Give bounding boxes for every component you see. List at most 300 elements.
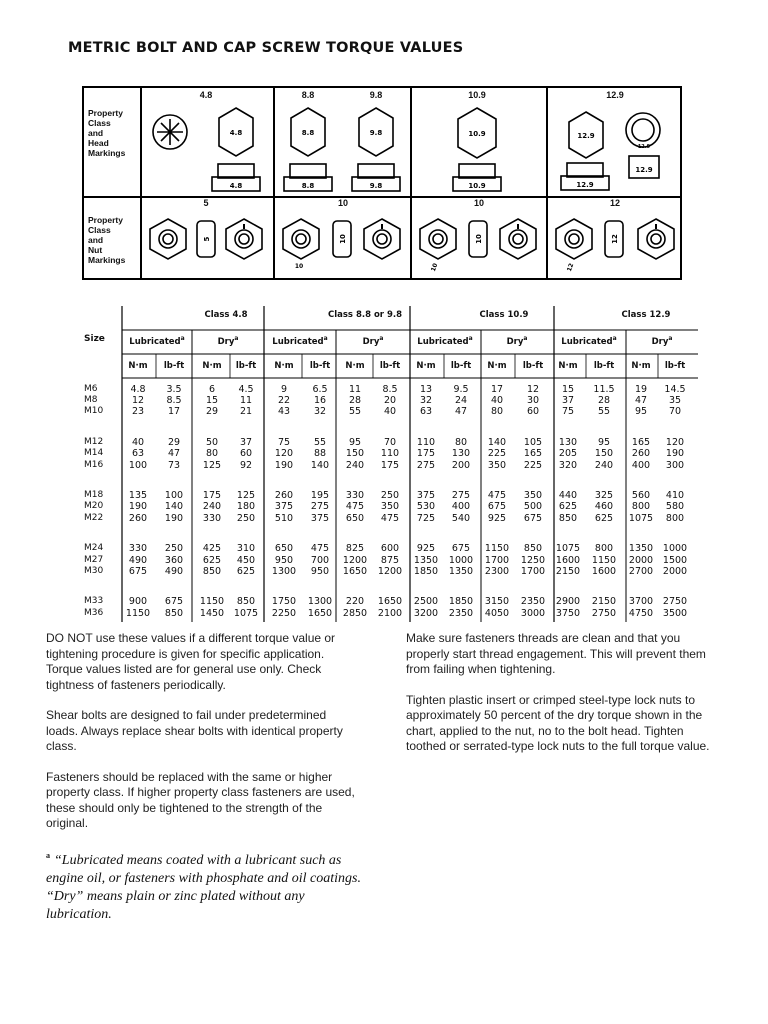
torque-value: 3500 [662, 607, 688, 619]
markings-drawing [84, 88, 684, 282]
dry-header: Dry$^a$ [651, 335, 673, 347]
page-title: METRIC BOLT AND CAP SCREW TORQUE VALUES [68, 40, 464, 56]
nut-mark-text: 10 [429, 262, 440, 273]
right-notes [406, 631, 724, 770]
head-class-label: 9.8 [369, 90, 383, 100]
torque-value: 3700 [628, 596, 654, 608]
size-label: M36 [84, 607, 104, 618]
head-class-label: 8.8 [301, 90, 315, 100]
torque-value: 1300 [307, 596, 333, 608]
torque-value: 1850 [448, 596, 474, 608]
head-mark-text: 8.8 [301, 182, 315, 190]
torque-value: 2350 [520, 596, 546, 608]
head-mark-text: 10.9 [468, 182, 486, 190]
torque-value: 1850 [413, 565, 439, 577]
size-label: M14 [84, 448, 104, 459]
torque-value: 8.5 [166, 395, 182, 407]
unit-header: lb-ft [309, 361, 331, 371]
torque-value: 3750 [555, 607, 581, 619]
footnote-mark: a [323, 335, 328, 342]
nut-face-icon [150, 219, 186, 259]
footnote-mark: a [468, 335, 473, 342]
class-header: Class 12.9 [621, 310, 671, 320]
torque-value: 1650 [307, 607, 333, 619]
footnote-mark: a [234, 335, 239, 342]
torque-value: 9 [280, 384, 288, 395]
head-class-label: 12.9 [606, 90, 624, 100]
torque-value: 275 [451, 490, 471, 502]
torque-value: 850 [202, 565, 222, 577]
note-paragraph: Shear bolts are designed to fail under predetermined loads. Always replace shear bolts with identical property class. [46, 708, 343, 753]
torque-value: 63 [419, 406, 433, 418]
torque-value: 675 [128, 565, 148, 577]
footnote-mark: a [523, 335, 528, 342]
torque-value: 3150 [484, 596, 510, 608]
torque-value: 2000 [628, 554, 654, 566]
torque-value: 1150 [591, 554, 617, 566]
note-paragraph: Fasteners should be replaced with the same or higher property class. If higher property class fasteners are used, these should only be tightened to the strength of the original. [46, 769, 355, 830]
dry-header: Dry$^a$ [506, 335, 528, 347]
torque-value: 300 [665, 459, 685, 471]
torque-value: 73 [167, 459, 181, 471]
torque-value: 92 [239, 459, 253, 471]
size-label: M10 [84, 406, 104, 417]
torque-value: 400 [451, 501, 471, 513]
torque-value: 47 [454, 406, 468, 418]
torque-value: 850 [164, 607, 184, 619]
torque-value: 850 [558, 512, 578, 524]
torque-value: 120 [274, 448, 294, 460]
size-label: M22 [84, 512, 104, 523]
torque-value: 190 [128, 501, 148, 513]
bolt-side-icon [218, 164, 254, 178]
torque-value: 35 [668, 395, 682, 407]
torque-value: 3.5 [166, 384, 182, 395]
torque-value: 490 [128, 554, 148, 566]
torque-value: 2000 [662, 565, 688, 577]
size-label: M24 [84, 543, 104, 554]
torque-value: 4750 [628, 607, 654, 619]
size-label: M8 [84, 395, 98, 406]
torque-value: 260 [274, 490, 294, 502]
torque-value: 1650 [377, 596, 403, 608]
torque-value: 1150 [199, 596, 225, 608]
unit-header: N·m [345, 361, 365, 371]
torque-value: 3000 [520, 607, 546, 619]
torque-value: 825 [345, 543, 365, 555]
torque-value: 250 [164, 543, 184, 555]
torque-value: 17 [490, 384, 504, 395]
torque-value: 11.5 [593, 384, 615, 395]
lubricated-header: Lubricated$^a$ [272, 335, 328, 347]
torque-value: 130 [451, 448, 471, 460]
torque-value: 16 [313, 395, 327, 407]
lubricated-header: Lubricated$^a$ [417, 335, 473, 347]
torque-value: 220 [345, 596, 365, 608]
footnote [46, 847, 361, 924]
torque-value: 275 [416, 459, 436, 471]
torque-value: 95 [597, 437, 611, 449]
torque-value: 120 [665, 437, 685, 449]
size-label: M27 [84, 554, 104, 565]
dry-header: Dry$^a$ [362, 335, 384, 347]
torque-value: 23 [131, 406, 145, 418]
torque-value: 50 [205, 437, 219, 449]
torque-value: 1150 [484, 543, 510, 555]
torque-value: 95 [348, 437, 362, 449]
torque-value: 40 [131, 437, 145, 449]
torque-value: 4050 [484, 607, 510, 619]
torque-value: 80 [490, 406, 504, 418]
torque-value: 475 [487, 490, 507, 502]
socket-head-icon [626, 113, 660, 147]
torque-value: 1300 [271, 565, 297, 577]
head-mark-text: 10.9 [468, 130, 486, 138]
unit-header: lb-ft [593, 361, 615, 371]
torque-value: 15 [561, 384, 575, 395]
torque-value: 28 [348, 395, 362, 407]
torque-value: 2250 [271, 607, 297, 619]
class-header: Class 8.8 or 9.8 [327, 310, 403, 320]
torque-value: 625 [202, 554, 222, 566]
torque-value: 350 [487, 459, 507, 471]
torque-value: 150 [345, 448, 365, 460]
dry-header: Dry$^a$ [217, 335, 239, 347]
torque-value: 140 [310, 459, 330, 471]
lubricated-header: Lubricated$^a$ [129, 335, 185, 347]
torque-value: 440 [558, 490, 578, 502]
head-class-label: 4.8 [199, 90, 213, 100]
torque-value: 4.8 [130, 384, 146, 395]
torque-value: 43 [277, 406, 291, 418]
torque-value: 925 [416, 543, 436, 555]
nut-mark-text: 10 [339, 234, 347, 244]
footnote-mark: a [668, 335, 673, 342]
torque-value: 24 [454, 395, 468, 407]
torque-value: 195 [310, 490, 330, 502]
torque-value: 725 [416, 512, 436, 524]
torque-value: 310 [236, 543, 256, 555]
torque-value: 70 [668, 406, 682, 418]
bolt-side-icon [459, 164, 495, 178]
torque-value: 475 [310, 543, 330, 555]
torque-value: 40 [383, 406, 397, 418]
torque-value: 800 [594, 543, 614, 555]
torque-value: 950 [310, 565, 330, 577]
torque-value: 1600 [555, 554, 581, 566]
torque-value: 29 [167, 437, 181, 449]
torque-value: 410 [665, 490, 685, 502]
torque-value: 240 [345, 459, 365, 471]
torque-value: 1700 [484, 554, 510, 566]
nut-mark-text: 10 [294, 263, 304, 270]
footnote-mark: a [612, 335, 617, 342]
torque-value: 140 [164, 501, 184, 513]
bolt-side-icon [567, 163, 603, 177]
nut-face-icon [556, 219, 592, 259]
torque-value: 400 [631, 459, 651, 471]
torque-value: 140 [487, 437, 507, 449]
torque-value: 1200 [342, 554, 368, 566]
head-mark-text: 4.8 [229, 182, 243, 190]
torque-value: 3200 [413, 607, 439, 619]
torque-value: 2150 [555, 565, 581, 577]
footnote-mark: a [379, 335, 384, 342]
torque-value: 425 [202, 543, 222, 555]
torque-value: 12 [526, 384, 540, 395]
torque-value: 135 [128, 490, 148, 502]
torque-table [70, 300, 700, 622]
head-mark-text: 4.8 [229, 129, 243, 137]
torque-value: 850 [523, 543, 543, 555]
torque-value: 275 [310, 501, 330, 513]
torque-value: 55 [348, 406, 362, 418]
nut-class-label: 10 [473, 198, 485, 208]
torque-value: 110 [380, 448, 400, 460]
head-markings-label: Property Class and Head Markings [88, 108, 126, 158]
torque-value: 190 [665, 448, 685, 460]
head-mark-text: 12.9 [635, 166, 653, 174]
torque-value: 490 [164, 565, 184, 577]
torque-value: 105 [523, 437, 543, 449]
torque-value: 125 [202, 459, 222, 471]
torque-value: 80 [454, 437, 468, 449]
torque-value: 475 [345, 501, 365, 513]
head-mark-text: 12.9 [637, 144, 651, 150]
nut-mark-text: 5 [203, 236, 211, 242]
torque-value: 375 [310, 512, 330, 524]
torque-value: 1500 [662, 554, 688, 566]
size-label: M6 [84, 384, 98, 394]
torque-value: 22 [277, 395, 291, 407]
torque-value: 350 [523, 490, 543, 502]
nut-mark-text: 10 [475, 234, 483, 244]
torque-value: 800 [665, 512, 685, 524]
torque-value: 240 [594, 459, 614, 471]
torque-value: 4.5 [238, 384, 254, 395]
nut-markings-label: Property Class and Nut Markings [88, 215, 126, 265]
unit-header: N·m [487, 361, 507, 371]
torque-value: 1350 [413, 554, 439, 566]
unit-header: lb-ft [664, 361, 686, 371]
torque-value: 17 [167, 406, 181, 418]
torque-value: 75 [561, 406, 575, 418]
torque-value: 2350 [448, 607, 474, 619]
nut-face-icon [420, 219, 456, 259]
size-label: M20 [84, 501, 104, 512]
lubricated-header: Lubricated$^a$ [561, 335, 617, 347]
torque-value: 60 [526, 406, 540, 418]
unit-header: N·m [558, 361, 578, 371]
torque-value: 800 [631, 501, 651, 513]
torque-value: 125 [236, 490, 256, 502]
torque-value: 180 [236, 501, 256, 513]
torque-value: 1700 [520, 565, 546, 577]
torque-value: 330 [202, 512, 222, 524]
torque-value: 175 [416, 448, 436, 460]
unit-header: lb-ft [235, 361, 257, 371]
torque-value: 1450 [199, 607, 225, 619]
torque-value: 37 [239, 437, 253, 449]
unit-header: lb-ft [450, 361, 472, 371]
torque-value: 1075 [233, 607, 259, 619]
unit-header: lb-ft [163, 361, 185, 371]
bolt-side-icon [358, 164, 394, 178]
torque-value: 165 [631, 437, 651, 449]
note-paragraph: Make sure fasteners threads are clean and that you properly start thread engagement. This will prevent them from failing when tightening. [406, 631, 706, 676]
torque-value: 2100 [377, 607, 403, 619]
torque-value: 1350 [628, 543, 654, 555]
size-label: M33 [84, 596, 104, 607]
torque-value: 200 [451, 459, 471, 471]
head-mark-text: 9.8 [369, 129, 383, 137]
torque-value: 1200 [377, 565, 403, 577]
torque-value: 475 [380, 512, 400, 524]
torque-value: 260 [631, 448, 651, 460]
torque-value: 175 [202, 490, 222, 502]
torque-value: 625 [236, 565, 256, 577]
size-label: M16 [84, 459, 104, 470]
size-label: M30 [84, 565, 104, 576]
torque-value: 28 [597, 395, 611, 407]
torque-value: 360 [164, 554, 184, 566]
nut-class-label: 12 [609, 198, 621, 208]
torque-value: 2750 [591, 607, 617, 619]
torque-value: 2850 [342, 607, 368, 619]
torque-value: 675 [451, 543, 471, 555]
bolt-side-icon [290, 164, 326, 178]
size-label: M18 [84, 490, 104, 501]
nut-mark-text: 12 [611, 234, 619, 244]
torque-value: 650 [274, 543, 294, 555]
nut-face-icon [283, 219, 319, 259]
note-paragraph: Tighten plastic insert or crimped steel-type lock nuts to approximately 50 percent of the dry torque shown in the chart, applied to the nut, no to the bolt head. Tighten toothed or serrated-type lock nuts to the full torque value. [406, 692, 710, 753]
torque-value: 11 [239, 395, 253, 407]
torque-value: 70 [383, 437, 397, 449]
torque-value: 100 [164, 490, 184, 502]
footnote-mark: a [180, 335, 185, 342]
torque-value: 130 [558, 437, 578, 449]
torque-value: 20 [383, 395, 397, 407]
torque-value: 75 [277, 437, 291, 449]
torque-value: 1075 [555, 543, 581, 555]
torque-value: 375 [416, 490, 436, 502]
torque-value: 900 [128, 596, 148, 608]
torque-value: 60 [239, 448, 253, 460]
torque-value: 63 [131, 448, 145, 460]
torque-value: 500 [523, 501, 543, 513]
torque-value: 540 [451, 512, 471, 524]
torque-value: 2500 [413, 596, 439, 608]
star-mark-icon [157, 119, 183, 145]
head-mark-text: 12.9 [577, 132, 595, 140]
torque-value: 225 [523, 459, 543, 471]
torque-value: 1250 [520, 554, 546, 566]
class-header: Class 4.8 [204, 310, 248, 320]
torque-value: 2900 [555, 596, 581, 608]
torque-value: 95 [634, 406, 648, 418]
torque-value: 88 [313, 448, 327, 460]
torque-value: 15 [205, 395, 219, 407]
torque-value: 375 [274, 501, 294, 513]
torque-value: 11 [348, 384, 362, 395]
torque-value: 225 [487, 448, 507, 460]
torque-value: 330 [345, 490, 365, 502]
torque-value: 320 [558, 459, 578, 471]
torque-value: 8.5 [382, 384, 398, 395]
torque-value: 110 [416, 437, 436, 449]
torque-value: 325 [594, 490, 614, 502]
torque-value: 240 [202, 501, 222, 513]
torque-value: 2750 [662, 596, 688, 608]
torque-value: 560 [631, 490, 651, 502]
torque-value: 450 [236, 554, 256, 566]
torque-value: 1150 [125, 607, 151, 619]
unit-header: N·m [631, 361, 651, 371]
torque-value: 875 [380, 554, 400, 566]
torque-value: 55 [313, 437, 327, 449]
torque-value: 29 [205, 406, 219, 418]
torque-value: 6 [208, 384, 216, 395]
torque-value: 21 [239, 406, 253, 418]
torque-value: 250 [236, 512, 256, 524]
torque-value: 14.5 [664, 384, 686, 395]
torque-value: 55 [597, 406, 611, 418]
torque-value: 1750 [271, 596, 297, 608]
size-label: M12 [84, 437, 104, 448]
torque-value: 580 [665, 501, 685, 513]
head-mark-text: 8.8 [301, 129, 315, 137]
torque-value: 6.5 [312, 384, 328, 395]
torque-value: 12 [131, 395, 145, 407]
torque-value: 190 [164, 512, 184, 524]
torque-value: 47 [634, 395, 648, 407]
torque-value: 32 [419, 395, 433, 407]
torque-value: 190 [274, 459, 294, 471]
torque-value: 950 [274, 554, 294, 566]
torque-value: 530 [416, 501, 436, 513]
nut-class-label: 10 [337, 198, 349, 208]
torque-value: 700 [310, 554, 330, 566]
size-header: Size [84, 334, 105, 344]
torque-value: 205 [558, 448, 578, 460]
torque-value: 350 [380, 501, 400, 513]
torque-value: 850 [236, 596, 256, 608]
torque-value: 165 [523, 448, 543, 460]
torque-value: 625 [594, 512, 614, 524]
torque-value: 1000 [662, 543, 688, 555]
class-header: Class 10.9 [479, 310, 529, 320]
torque-value: 47 [167, 448, 181, 460]
head-class-label: 10.9 [468, 90, 486, 100]
unit-header: N·m [202, 361, 222, 371]
torque-value: 175 [380, 459, 400, 471]
torque-value: 37 [561, 395, 575, 407]
torque-value: 2150 [591, 596, 617, 608]
torque-value: 150 [594, 448, 614, 460]
unit-header: N·m [128, 361, 148, 371]
torque-value: 925 [487, 512, 507, 524]
markings-figure [82, 86, 682, 280]
torque-value: 675 [164, 596, 184, 608]
head-mark-text: 12.9 [576, 181, 594, 189]
torque-value: 32 [313, 406, 327, 418]
torque-value: 460 [594, 501, 614, 513]
torque-value: 2700 [628, 565, 654, 577]
torque-value: 1350 [448, 565, 474, 577]
torque-value: 675 [523, 512, 543, 524]
torque-value: 80 [205, 448, 219, 460]
